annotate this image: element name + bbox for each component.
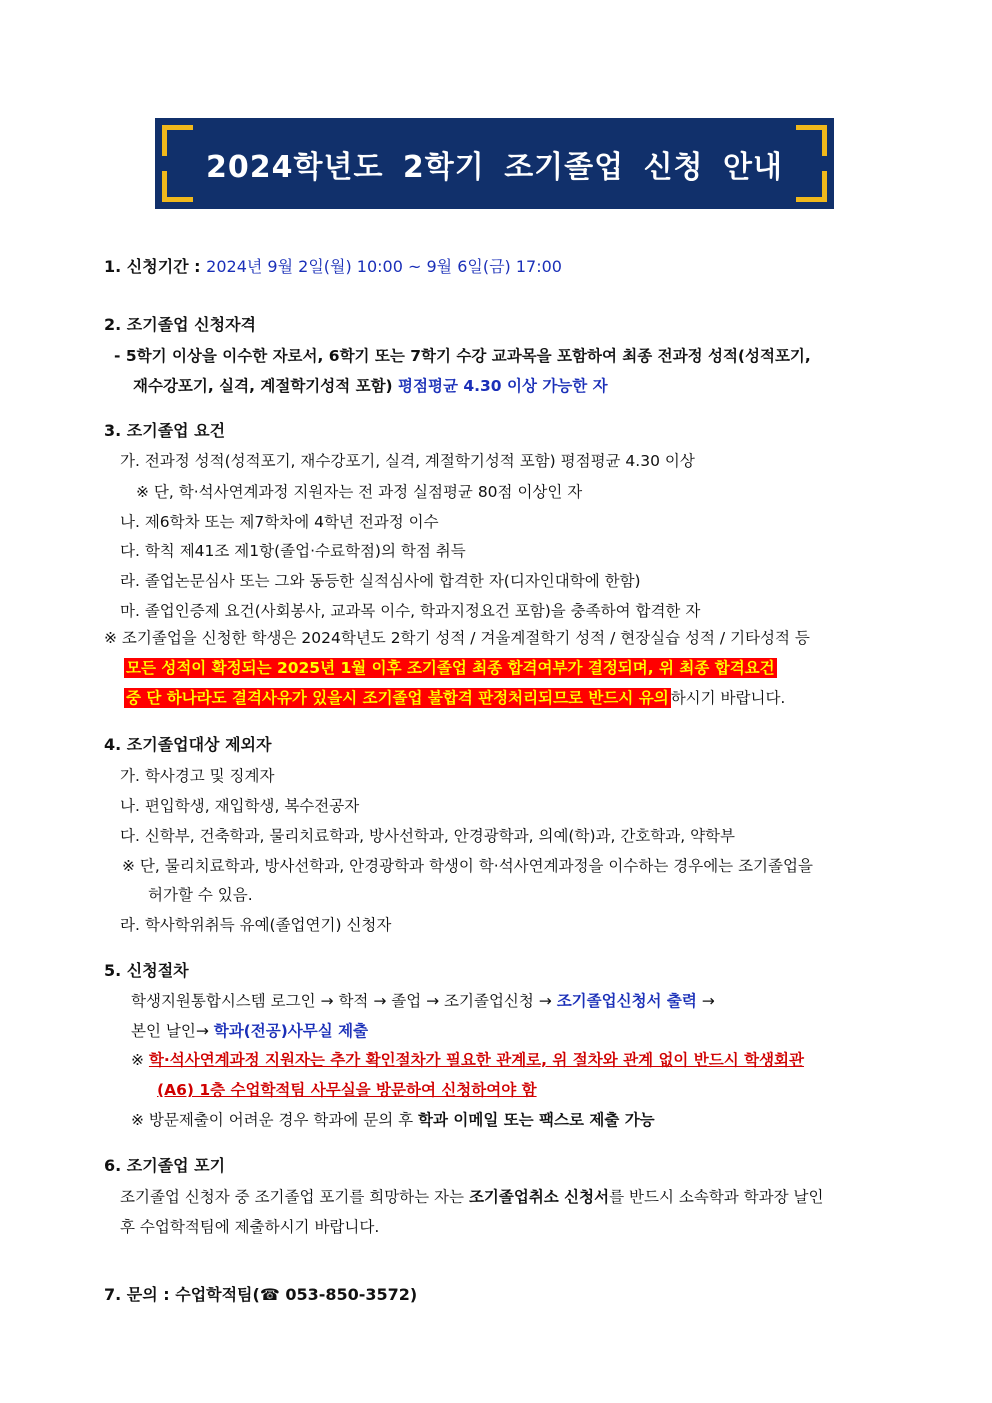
page-title: 2024학년도 2학기 조기졸업 신청 안내 — [206, 149, 783, 185]
procedure-note-1 — [131, 1049, 804, 1071]
requirement-item: 라. 졸업논문심사 또는 그와 동등한 실적심사에 합격한 자(디자인대학에 한함) — [120, 572, 641, 590]
procedure-seal: 본인 날인→ — [131, 1022, 214, 1040]
requirement-item: 다. 학칙 제41조 제1항(졸업·수료학점)의 학점 취득 — [120, 542, 466, 560]
gpa-requirement: 평점평균 4.30 이상 가능한 자 — [398, 377, 608, 395]
submit-office-step: 학과(전공)사무실 제출 — [213, 1022, 369, 1040]
withdrawal-text-tail: 를 반드시 소속학과 학과장 날인 — [609, 1188, 824, 1206]
requirement-item: 나. 제6학차 또는 제7학차에 4학년 전과정 이수 — [120, 513, 439, 531]
section-4-heading: 4. 조기졸업대상 제외자 — [104, 735, 272, 754]
exclusion-item: 가. 학사경고 및 징계자 — [120, 767, 275, 785]
combined-program-warning-cont: (A6) 1층 수업학적팀 사무실을 방문하여 신청하여야 함 — [157, 1081, 537, 1099]
arrow: → — [696, 992, 715, 1010]
combined-program-warning: 학·석사연계과정 지원자는 추가 확인절차가 필요한 관계로, 위 절차와 관계 없이 반드시 학생회관 — [148, 1051, 805, 1069]
notice-line-1: ※ 조기졸업을 신청한 학생은 2024학년도 2학기 성적 / 겨울계절학기 성적 / 현장실습 성적 / 기타성적 등 — [104, 629, 810, 647]
requirement-item: 가. 전과정 성적(성적포기, 재수강포기, 실격, 계절학기성적 포함) 평점평균 4.30 이상 — [120, 452, 695, 470]
section-1-label: 1. 신청기간 : — [104, 257, 207, 276]
section-1-period — [104, 256, 562, 278]
section-3-heading: 3. 조기졸업 요건 — [104, 421, 226, 440]
eligibility-line-1: - 5학기 이상을 이수한 자로서, 6학기 또는 7학기 수강 교과목을 포함하여 최종 전과정 성적(성적포기, — [114, 347, 811, 365]
procedure-note-2 — [131, 1109, 655, 1131]
withdrawal-line-1 — [120, 1186, 823, 1208]
title-banner — [155, 118, 834, 209]
procedure-steps: 학생지원통합시스템 로그인 → 학적 → 졸업 → 조기졸업신청 → — [131, 992, 557, 1010]
procedure-line-1 — [131, 990, 715, 1012]
print-form-step: 조기졸업신청서 출력 — [556, 992, 697, 1010]
requirement-item: 마. 졸업인증제 요건(사회봉사, 교과목 이수, 학과지정요건 포함)을 충족하여 합격한 자 — [120, 602, 701, 620]
section-2-heading: 2. 조기졸업 신청자격 — [104, 315, 256, 334]
notice-tail: 하시기 바랍니다. — [670, 689, 786, 707]
contact-info: 7. 문의 : 수업학적팀(☎ 053-850-3572) — [104, 1285, 418, 1304]
exclusion-item: 나. 편입학생, 재입학생, 복수전공자 — [120, 797, 360, 815]
eligibility-line-2a: 재수강포기, 실격, 계절학기성적 포함) — [133, 377, 399, 395]
procedure-note-1-cont — [157, 1079, 537, 1101]
withdrawal-text: 조기졸업 신청자 중 조기졸업 포기를 희망하는 자는 — [120, 1188, 469, 1206]
exclusion-item: 다. 신학부, 건축학과, 물리치료학과, 방사선학과, 안경광학과, 의예(학)과, 간호학과, 약학부 — [120, 827, 735, 845]
section-5-heading: 5. 신청절차 — [104, 961, 189, 980]
notice-line-2 — [124, 657, 777, 679]
notice-line-3 — [124, 687, 785, 709]
exclusion-note-cont: 허가할 수 있음. — [148, 886, 253, 904]
note-mark: ※ — [131, 1051, 149, 1069]
section-6-heading: 6. 조기졸업 포기 — [104, 1156, 226, 1175]
withdrawal-line-2: 후 수업학적팀에 제출하시기 바랍니다. — [120, 1218, 380, 1236]
cancel-form-name: 조기졸업취소 신청서 — [468, 1188, 610, 1206]
highlighted-warning: 중 단 하나라도 결격사유가 있을시 조기졸업 불합격 판정처리되므로 반드시 유의 — [126, 689, 669, 707]
procedure-line-2 — [131, 1020, 368, 1042]
requirement-note: ※ 단, 학·석사연계과정 지원자는 전 과정 실점평균 80점 이상인 자 — [136, 483, 583, 501]
remote-submission-note: ※ 방문제출이 어려운 경우 학과에 문의 후 — [131, 1111, 419, 1129]
application-period: 2024년 9월 2일(월) 10:00 ~ 9월 6일(금) 17:00 — [206, 257, 562, 276]
email-fax-submission: 학과 이메일 또는 팩스로 제출 가능 — [418, 1111, 655, 1129]
eligibility-line-2 — [133, 375, 608, 397]
exclusion-note: ※ 단, 물리치료학과, 방사선학과, 안경광학과 학생이 학·석사연계과정을 이수하는 경우에는 조기졸업을 — [122, 857, 813, 875]
highlighted-warning: 모든 성적이 확정되는 2025년 1월 이후 조기졸업 최종 합격여부가 결정되며, 위 최종 합격요건 — [126, 659, 775, 677]
exclusion-item: 라. 학사학위취득 유예(졸업연기) 신청자 — [120, 916, 392, 934]
